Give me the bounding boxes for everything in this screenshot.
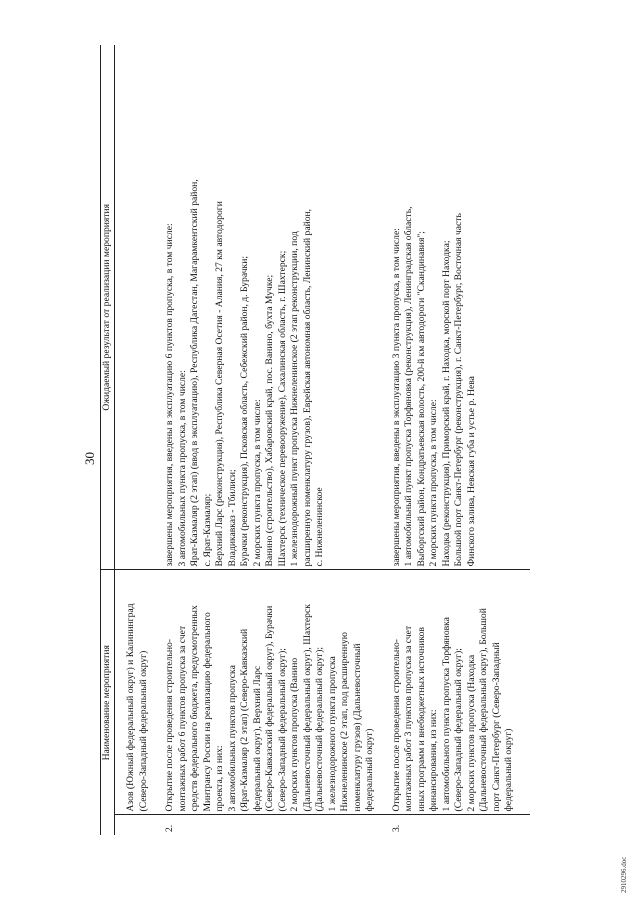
text-line: (Северо-Западный федеральный округ); [276, 648, 288, 812]
text-line: Находка (реконструкция), Приморский край, г. Находка, морской порт Находка; [440, 240, 452, 567]
text-line: расширенную номенклатуру грузов), Еврейская автономная область, Ленинский район, [301, 208, 313, 567]
text-line: монтажных работ 6 пунктов пропуска за счет [176, 625, 188, 812]
row-number: 3. [390, 824, 402, 832]
expected-result-cell [164, 45, 391, 570]
text-line: Большой порт Санкт-Петербург (реконструкция), г. Санкт-Петербург, Восточная часть [453, 213, 464, 567]
event-name-cell [391, 570, 530, 815]
text-line: Открытие после проведения строительно- [164, 639, 175, 812]
table-header-row [101, 45, 115, 835]
text-line: 2 морских пунктов пропуска (Находка [465, 654, 477, 812]
text-line: федеральный округ) [503, 728, 514, 812]
text-line: (Дальневосточный федеральный округ), Шахтерск [301, 604, 313, 812]
header-event-name: Наименование мероприятия [101, 570, 115, 835]
text-line: 3 автомобильных пункта пропуска, в том числе: [176, 370, 188, 567]
text-line: 1 железнодорожный пункт пропуска Нижнеленинское (2 этап реконструкции, под [289, 231, 300, 567]
text-line: Азов (Южный федеральный округ) и Калининград [125, 603, 136, 812]
event-name-cell [164, 570, 391, 815]
text-line: Верхний Ларс (реконструкция), Республика Северная Осетия - Алания, 27 км автодороги [214, 201, 225, 567]
expected-result-cell [115, 45, 165, 570]
row-number: 2. [164, 824, 175, 832]
text-line: федеральный округ) [364, 728, 375, 812]
text-line: (Дальневосточный федеральный округ), Большой [478, 608, 489, 812]
event-name-cell [115, 570, 165, 815]
text-line: (Ярат-Казмаляр (2 этап) (Северо-Кавказский [239, 628, 250, 812]
events-table [100, 45, 530, 835]
table-row [164, 45, 391, 835]
text-line: Минтрансу России на реализацию федерального [201, 612, 213, 812]
text-line: (Дальневосточный федеральный округ); [314, 646, 325, 812]
text-line: Выборгский район, Кондратьевская волость, 200-й км автодороги "Скандинавия"; [415, 231, 427, 567]
text-line: Ванино (строительство), Хабаровский край, пос. Ванино, бухта Мучке; [264, 274, 275, 567]
text-line: порт Санкт-Петербург (Северо-Западный [490, 642, 502, 812]
footer-filename: 2910296.doc [620, 856, 628, 893]
text-line: монтажных работ 3 пунктов пропуска за счет [403, 625, 414, 812]
text-line: 3 автомобильных пунктов пропуска [226, 665, 238, 812]
text-line: проекта, из них: [214, 745, 225, 812]
text-line: Ярат-Казмаляр (2 этап) (ввод в эксплуатацию), Республика Дагестан, Магарамкентский район, [189, 179, 200, 567]
text-line: федеральный округ), Верхний Ларс [251, 665, 263, 812]
text-line: финансирования, из них: [428, 709, 439, 812]
text-line: номенклатуру грузов) (Дальневосточный [351, 643, 363, 812]
row-number [115, 815, 165, 835]
text-line: (Северо-Западный федеральный округ); [453, 648, 464, 812]
text-line: 1 автомобильный пункт пропуска Торфяновка (реконструкция), Ленинградская область, [403, 206, 414, 567]
text-line: Бурачки (реконструкция), Псковская область, Себежский район, д. Бурачки; [239, 255, 250, 567]
text-line: 1 автомобильного пункта пропуска Торфяновка [440, 617, 452, 812]
table-row [115, 45, 165, 835]
text-line: Владикавказ - Тбилиси; [226, 469, 238, 567]
text-line: Нижнеленинское (2 этап, под расширенную [339, 632, 350, 812]
text-line: Финского залива, Невская губа и устье р. Нева [465, 376, 477, 567]
text-line: 2 морских пункта пропуска, в том числе: [428, 399, 439, 567]
text-line: Открытие после проведения строительно- [390, 639, 402, 812]
text-line: с. Нижнеленинское [314, 487, 325, 567]
text-line: 2 морских пунктов пропуска (Ванино [289, 657, 300, 812]
table-row [391, 45, 530, 835]
text-line: (Северо-Кавказский федеральный округ), Бурачки [264, 605, 275, 812]
text-line: Шахтерск (техническое перевооружение), Сахалинская область, г. Шахтерск; [276, 250, 288, 567]
text-line: иных программ и внебюджетных источников [415, 627, 427, 812]
text-line: с. Ярат-Казмаляр; [201, 493, 213, 567]
expected-result-cell [391, 45, 530, 570]
page-number: 30 [82, 452, 97, 465]
text-line: 2 морских пункта пропуска, в том числе: [251, 399, 263, 567]
text-line: завершены мероприятия, введены в эксплуатацию 3 пункта пропуска, в том числе: [390, 228, 402, 567]
text-line: 1 железнодорожного пункта пропуска [326, 656, 338, 812]
text-line: средств федерального бюджета, предусмотренных [189, 605, 200, 812]
text-line: (Северо-Западный федеральный округ) [137, 650, 149, 812]
header-expected-result: Ожидаемый результат от реализации мероприятия [101, 45, 115, 570]
text-line: завершены мероприятия, введены в эксплуатацию 6 пунктов пропуска, в том числе: [164, 223, 175, 567]
